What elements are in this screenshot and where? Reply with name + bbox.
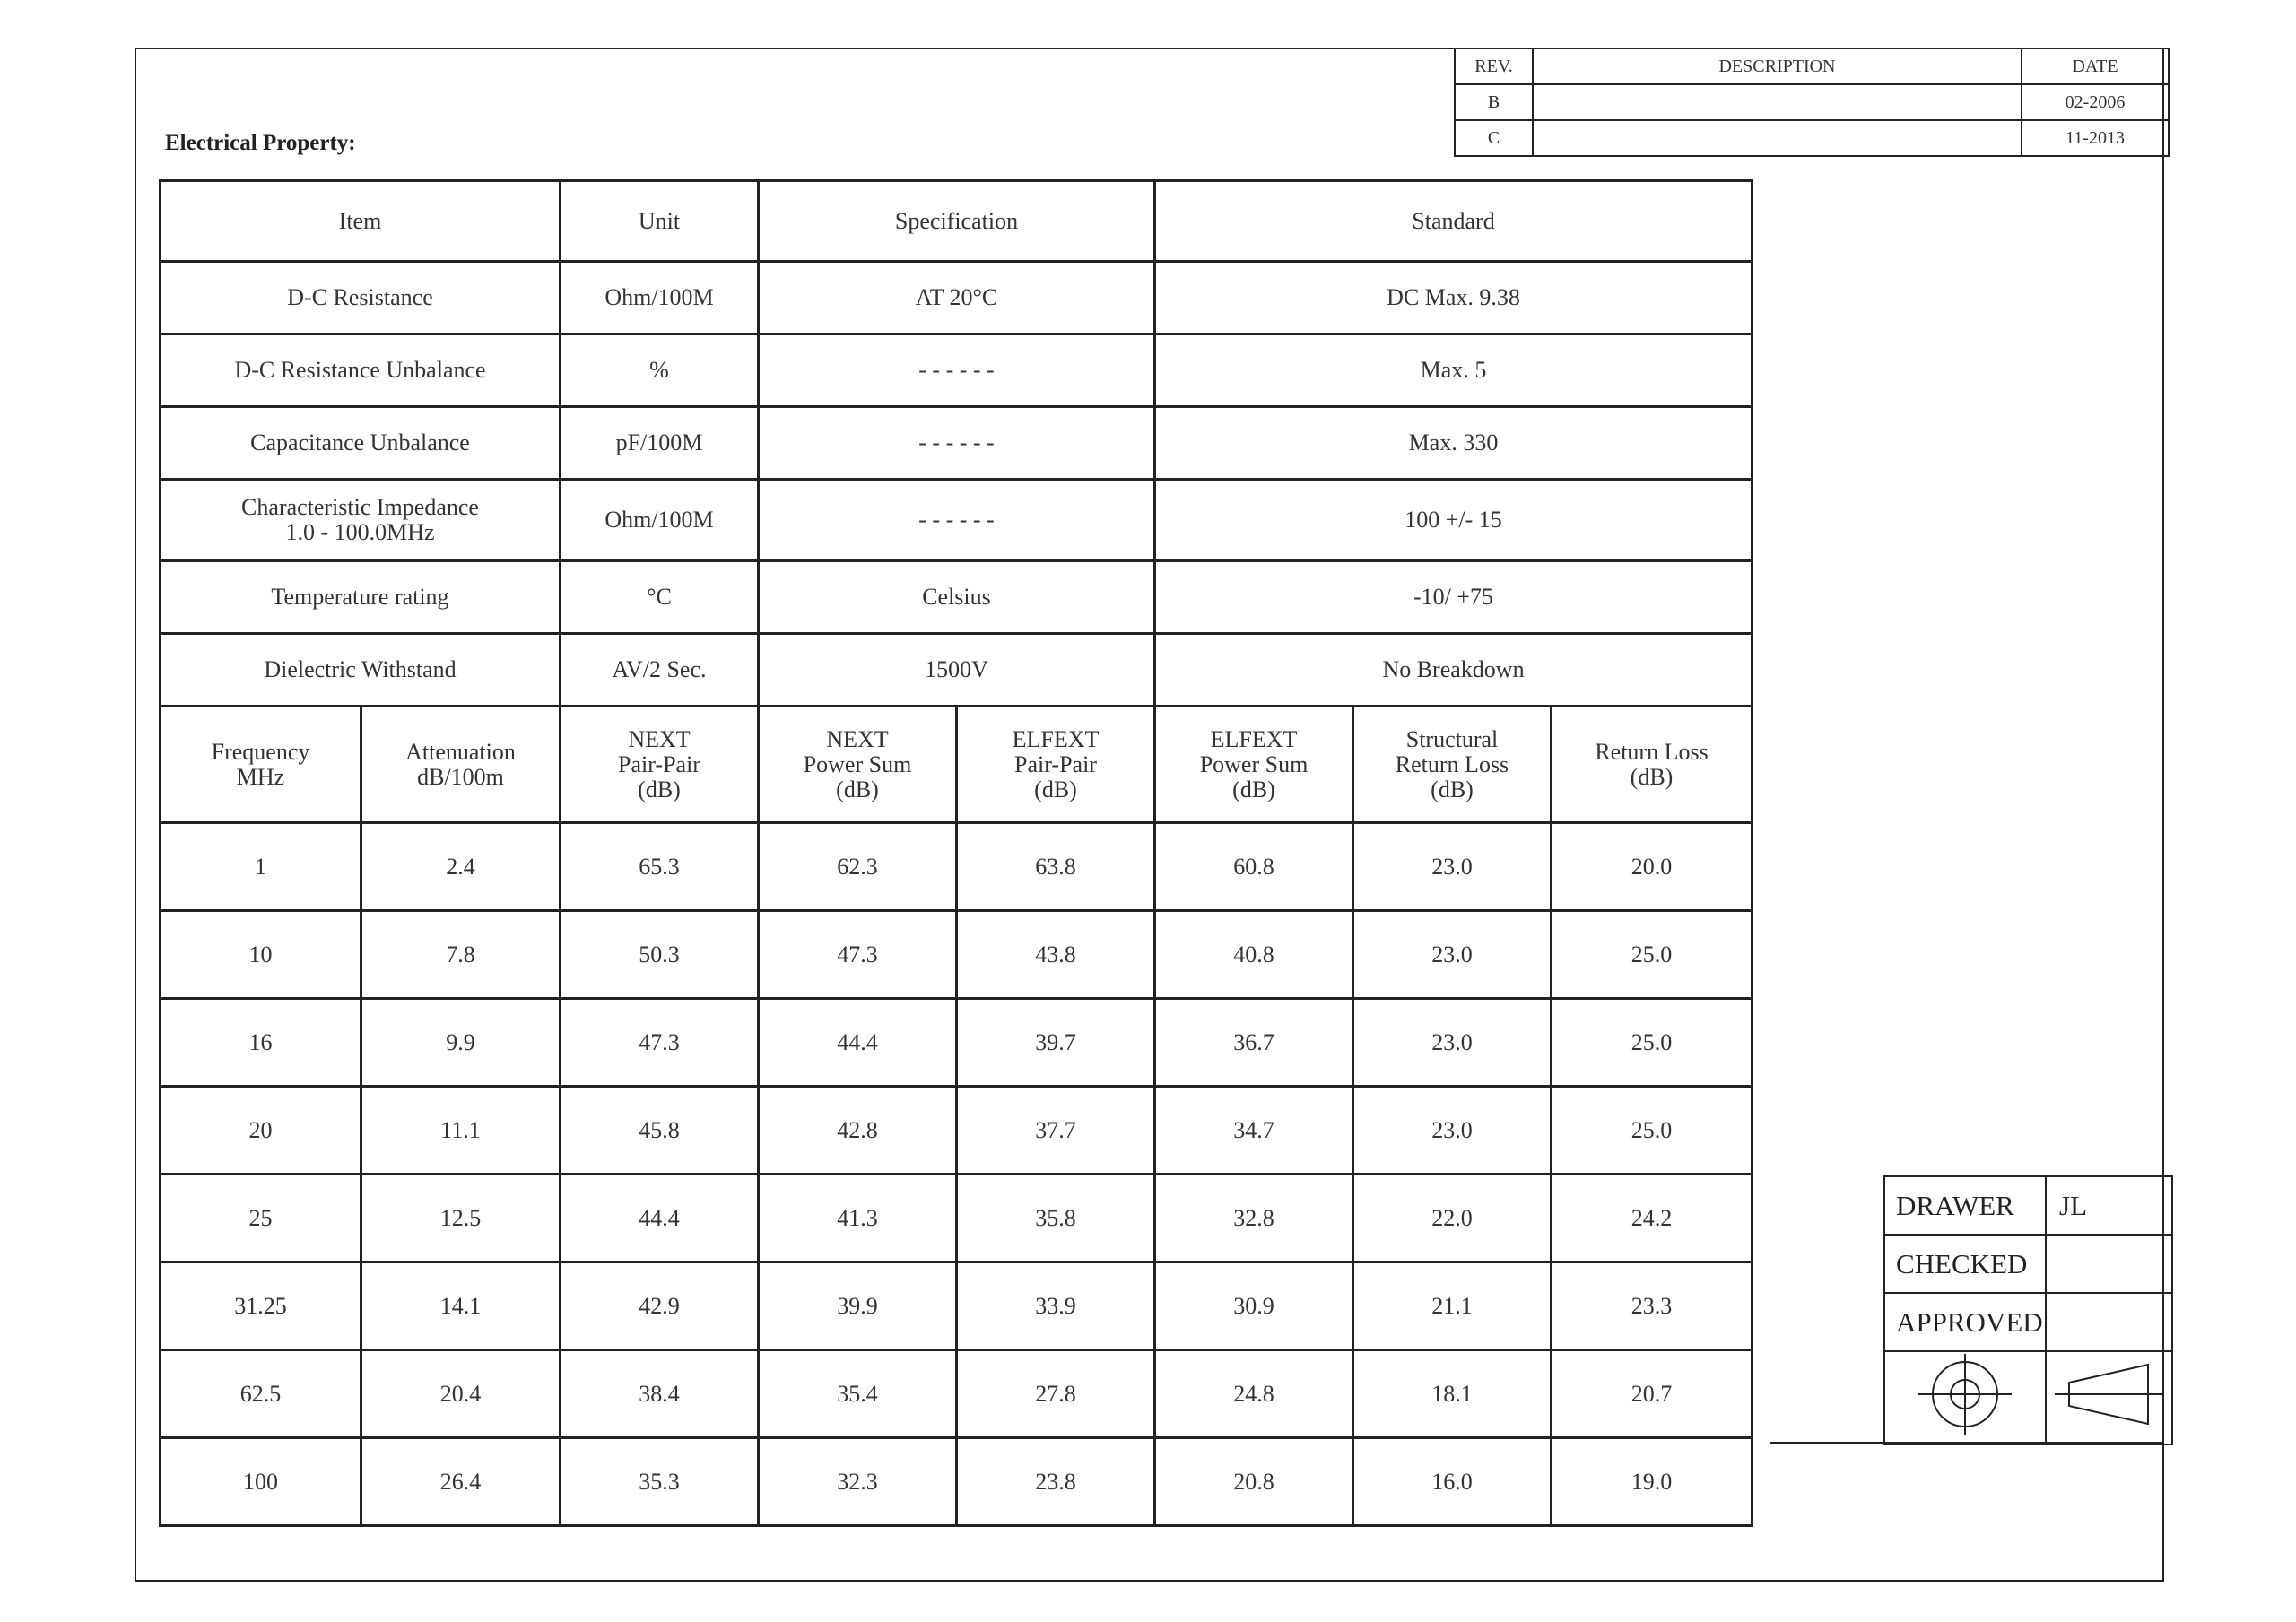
attenuation-cell: 26.4 [361,1438,561,1526]
performance-row [161,911,1752,999]
property-spec: - - - - - - [759,407,1155,480]
elfext-pair-cell: 33.9 [957,1262,1155,1350]
property-spec: - - - - - - [759,334,1155,407]
approved-value [2046,1293,2172,1351]
elfext-power-sum-cell: 34.7 [1155,1087,1353,1175]
description-header: DESCRIPTION [1533,48,2022,84]
specification-header: Specification [759,181,1155,262]
property-standard: Max. 5 [1155,334,1752,407]
attenuation-cell: 20.4 [361,1350,561,1438]
section-heading: Electrical Property: [165,131,356,155]
property-standard: Max. 330 [1155,407,1752,480]
property-row [161,407,1752,480]
revision-header-row [1455,48,2169,84]
elfext-power-sum-cell: 36.7 [1155,999,1353,1087]
property-row [161,334,1752,407]
property-item: D-C Resistance [161,262,561,334]
title-block [1883,1175,2173,1445]
frequency-header: Frequency MHz [161,707,361,823]
electrical-property-table [159,179,1753,1527]
projection-symbol-row [1884,1351,2172,1444]
next-pair-cell: 44.4 [561,1175,759,1262]
date-cell: 02-2006 [2022,84,2169,120]
standard-header: Standard [1155,181,1752,262]
elfext-power-sum-header: ELFEXT Power Sum (dB) [1155,707,1353,823]
performance-row [161,1438,1752,1526]
property-spec: 1500V [759,634,1155,707]
structural-return-loss-cell: 23.0 [1353,999,1552,1087]
next-power-sum-cell: 47.3 [759,911,957,999]
revision-row [1455,120,2169,156]
next-pair-cell: 47.3 [561,999,759,1087]
return-loss-cell: 25.0 [1552,911,1752,999]
next-power-sum-cell: 44.4 [759,999,957,1087]
elfext-pair-cell: 35.8 [957,1175,1155,1262]
elfext-power-sum-cell: 24.8 [1155,1350,1353,1438]
description-cell [1533,84,2022,120]
property-item: Dielectric Withstand [161,634,561,707]
first-angle-projection-circle-icon [1884,1351,2046,1444]
rev-cell: C [1455,120,1533,156]
checked-value [2046,1235,2172,1293]
performance-row [161,1175,1752,1262]
property-unit: Ohm/100M [561,262,759,334]
next-power-sum-cell: 35.4 [759,1350,957,1438]
title-block-row [1884,1176,2172,1235]
frequency-cell: 10 [161,911,361,999]
property-unit: % [561,334,759,407]
title-block-row [1884,1293,2172,1351]
property-row [161,262,1752,334]
property-standard: DC Max. 9.38 [1155,262,1752,334]
rev-cell: B [1455,84,1533,120]
property-header-row [161,181,1752,262]
frequency-cell: 100 [161,1438,361,1526]
frequency-cell: 1 [161,823,361,911]
next-power-sum-cell: 62.3 [759,823,957,911]
frequency-cell: 16 [161,999,361,1087]
attenuation-cell: 12.5 [361,1175,561,1262]
elfext-pair-cell: 27.8 [957,1350,1155,1438]
property-unit: AV/2 Sec. [561,634,759,707]
performance-row [161,1087,1752,1175]
next-pair-header: NEXT Pair-Pair (dB) [561,707,759,823]
property-row [161,480,1752,561]
structural-return-loss-cell: 22.0 [1353,1175,1552,1262]
elfext-pair-cell: 43.8 [957,911,1155,999]
next-power-sum-cell: 41.3 [759,1175,957,1262]
return-loss-cell: 24.2 [1552,1175,1752,1262]
first-angle-projection-cone-icon [2046,1351,2172,1444]
rev-header: REV. [1455,48,1533,84]
return-loss-cell: 20.0 [1552,823,1752,911]
elfext-pair-cell: 23.8 [957,1438,1155,1526]
return-loss-header: Return Loss (dB) [1552,707,1752,823]
property-spec: - - - - - - [759,480,1155,561]
frequency-cell: 62.5 [161,1350,361,1438]
description-cell [1533,120,2022,156]
elfext-power-sum-cell: 60.8 [1155,823,1353,911]
structural-return-loss-cell: 16.0 [1353,1438,1552,1526]
structural-return-loss-header: Structural Return Loss (dB) [1353,707,1552,823]
property-standard: -10/ +75 [1155,561,1752,634]
title-block-row [1884,1235,2172,1293]
attenuation-cell: 11.1 [361,1087,561,1175]
next-pair-cell: 65.3 [561,823,759,911]
property-standard: 100 +/- 15 [1155,480,1752,561]
next-pair-cell: 38.4 [561,1350,759,1438]
unit-header: Unit [561,181,759,262]
next-power-sum-header: NEXT Power Sum (dB) [759,707,957,823]
structural-return-loss-cell: 23.0 [1353,1087,1552,1175]
attenuation-cell: 7.8 [361,911,561,999]
next-pair-cell: 50.3 [561,911,759,999]
drawer-label: DRAWER [1884,1176,2046,1235]
performance-row [161,1262,1752,1350]
elfext-pair-header: ELFEXT Pair-Pair (dB) [957,707,1155,823]
revision-row [1455,84,2169,120]
next-pair-cell: 35.3 [561,1438,759,1526]
elfext-power-sum-cell: 30.9 [1155,1262,1353,1350]
elfext-power-sum-cell: 32.8 [1155,1175,1353,1262]
frequency-cell: 31.25 [161,1262,361,1350]
property-row [161,561,1752,634]
attenuation-header: Attenuation dB/100m [361,707,561,823]
attenuation-cell: 2.4 [361,823,561,911]
structural-return-loss-cell: 23.0 [1353,823,1552,911]
property-unit: °C [561,561,759,634]
property-row [161,634,1752,707]
drawer-value: JL [2046,1176,2172,1235]
property-standard: No Breakdown [1155,634,1752,707]
performance-header-row [161,707,1752,823]
return-loss-cell: 20.7 [1552,1350,1752,1438]
property-unit: pF/100M [561,407,759,480]
structural-return-loss-cell: 18.1 [1353,1350,1552,1438]
return-loss-cell: 19.0 [1552,1438,1752,1526]
revision-table [1454,48,2170,157]
property-unit: Ohm/100M [561,480,759,561]
return-loss-cell: 23.3 [1552,1262,1752,1350]
elfext-pair-cell: 63.8 [957,823,1155,911]
structural-return-loss-cell: 23.0 [1353,911,1552,999]
performance-row [161,1350,1752,1438]
elfext-pair-cell: 37.7 [957,1087,1155,1175]
next-power-sum-cell: 39.9 [759,1262,957,1350]
structural-return-loss-cell: 21.1 [1353,1262,1552,1350]
property-spec: Celsius [759,561,1155,634]
performance-row [161,999,1752,1087]
approved-label: APPROVED [1884,1293,2046,1351]
checked-label: CHECKED [1884,1235,2046,1293]
next-pair-cell: 45.8 [561,1087,759,1175]
elfext-power-sum-cell: 40.8 [1155,911,1353,999]
attenuation-cell: 14.1 [361,1262,561,1350]
attenuation-cell: 9.9 [361,999,561,1087]
elfext-power-sum-cell: 20.8 [1155,1438,1353,1526]
elfext-pair-cell: 39.7 [957,999,1155,1087]
next-power-sum-cell: 42.8 [759,1087,957,1175]
frequency-cell: 20 [161,1087,361,1175]
performance-row [161,823,1752,911]
return-loss-cell: 25.0 [1552,1087,1752,1175]
item-header: Item [161,181,561,262]
property-item: Capacitance Unbalance [161,407,561,480]
next-power-sum-cell: 32.3 [759,1438,957,1526]
date-cell: 11-2013 [2022,120,2169,156]
property-spec: AT 20°C [759,262,1155,334]
property-item: D-C Resistance Unbalance [161,334,561,407]
frequency-cell: 25 [161,1175,361,1262]
date-header: DATE [2022,48,2169,84]
next-pair-cell: 42.9 [561,1262,759,1350]
return-loss-cell: 25.0 [1552,999,1752,1087]
property-item: Characteristic Impedance 1.0 - 100.0MHz [161,480,561,561]
property-item: Temperature rating [161,561,561,634]
